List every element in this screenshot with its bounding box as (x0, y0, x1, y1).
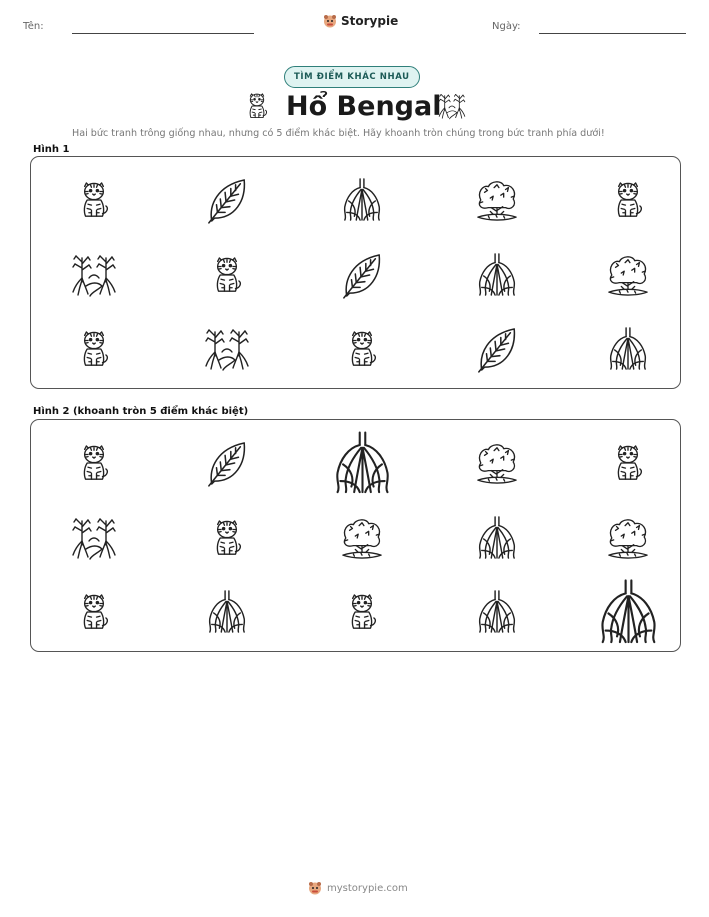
picture1-cell[interactable] (307, 242, 417, 308)
tiger-icon (611, 443, 645, 483)
picture1-label: Hình 1 (33, 144, 70, 155)
activity-badge: TÌM ĐIỂM KHÁC NHAU (284, 66, 420, 88)
picture1-cell[interactable] (307, 167, 417, 233)
tiger-icon (244, 92, 270, 120)
roots-icon (332, 431, 393, 495)
picture1-cell[interactable] (573, 167, 683, 233)
name-line[interactable] (72, 33, 254, 34)
mangrove-icon (70, 515, 118, 561)
tiger-icon (77, 180, 111, 220)
instructions: Hai bức tranh trông giống nhau, nhưng có 5 điểm khác biệt. Hãy khoanh tròn chúng trong bức tranh phía dưới! (72, 128, 605, 139)
picture1-cell[interactable] (442, 242, 552, 308)
picture2-cell[interactable] (573, 430, 683, 496)
page-title: Hổ Bengal (286, 91, 442, 122)
picture1-cell[interactable] (39, 242, 149, 308)
bush-icon (475, 179, 519, 221)
leaf-icon (206, 438, 248, 488)
mangrove-icon (70, 252, 118, 298)
tiger-icon (210, 518, 244, 558)
picture2-cell[interactable] (573, 505, 683, 571)
picture2-label: Hình 2 (khoanh tròn 5 điểm khác biệt) (33, 406, 249, 417)
picture1-cell[interactable] (172, 167, 282, 233)
picture2-cell[interactable] (307, 505, 417, 571)
picture2-cell[interactable] (307, 430, 417, 496)
picture2-cell[interactable] (442, 430, 552, 496)
date-label: Ngày: (492, 21, 521, 32)
picture2-cell[interactable] (39, 505, 149, 571)
tiger-icon (345, 592, 379, 632)
picture2-cell[interactable] (172, 579, 282, 645)
date-line[interactable] (539, 33, 686, 34)
title-mangrove-icon (437, 92, 467, 124)
picture2-cell[interactable] (39, 579, 149, 645)
picture1-cell[interactable] (39, 316, 149, 382)
picture2-cell[interactable] (172, 430, 282, 496)
picture1-cell[interactable] (573, 316, 683, 382)
picture2-cell[interactable] (307, 579, 417, 645)
tiger-icon (77, 443, 111, 483)
bush-icon (606, 517, 650, 559)
footer-site: mystorypie.com (327, 882, 408, 894)
roots-icon (476, 516, 518, 560)
storypie-logo-icon (308, 880, 322, 896)
roots-icon (597, 579, 660, 645)
roots-icon (206, 590, 248, 634)
roots-icon (476, 253, 518, 297)
picture1-panel[interactable] (30, 156, 681, 389)
picture2-cell[interactable] (442, 579, 552, 645)
roots-icon (607, 327, 649, 371)
footer (308, 880, 408, 896)
mangrove-icon (437, 92, 467, 120)
tiger-icon (77, 592, 111, 632)
roots-icon (341, 178, 383, 222)
tiger-icon (77, 329, 111, 369)
brand-logo (323, 14, 398, 28)
storypie-logo-icon (323, 14, 337, 28)
tiger-icon (611, 180, 645, 220)
leaf-icon (476, 324, 518, 374)
picture1-cell[interactable] (307, 316, 417, 382)
tiger-icon (345, 329, 379, 369)
bush-icon (340, 517, 384, 559)
picture1-cell[interactable] (39, 167, 149, 233)
picture2-panel[interactable] (30, 419, 681, 652)
picture2-cell[interactable] (573, 579, 683, 645)
mangrove-icon (203, 326, 251, 372)
picture1-cell[interactable] (172, 242, 282, 308)
brand-name: Storypie (341, 14, 399, 28)
picture2-cell[interactable] (442, 505, 552, 571)
picture1-cell[interactable] (573, 242, 683, 308)
roots-icon (476, 590, 518, 634)
leaf-icon (206, 175, 248, 225)
leaf-icon (341, 250, 383, 300)
title-tiger-icon (244, 92, 270, 124)
bush-icon (475, 442, 519, 484)
picture1-cell[interactable] (172, 316, 282, 382)
tiger-icon (210, 255, 244, 295)
bush-icon (606, 254, 650, 296)
picture2-cell[interactable] (39, 430, 149, 496)
picture2-cell[interactable] (172, 505, 282, 571)
picture1-cell[interactable] (442, 167, 552, 233)
name-label: Tên: (23, 21, 44, 32)
picture1-cell[interactable] (442, 316, 552, 382)
